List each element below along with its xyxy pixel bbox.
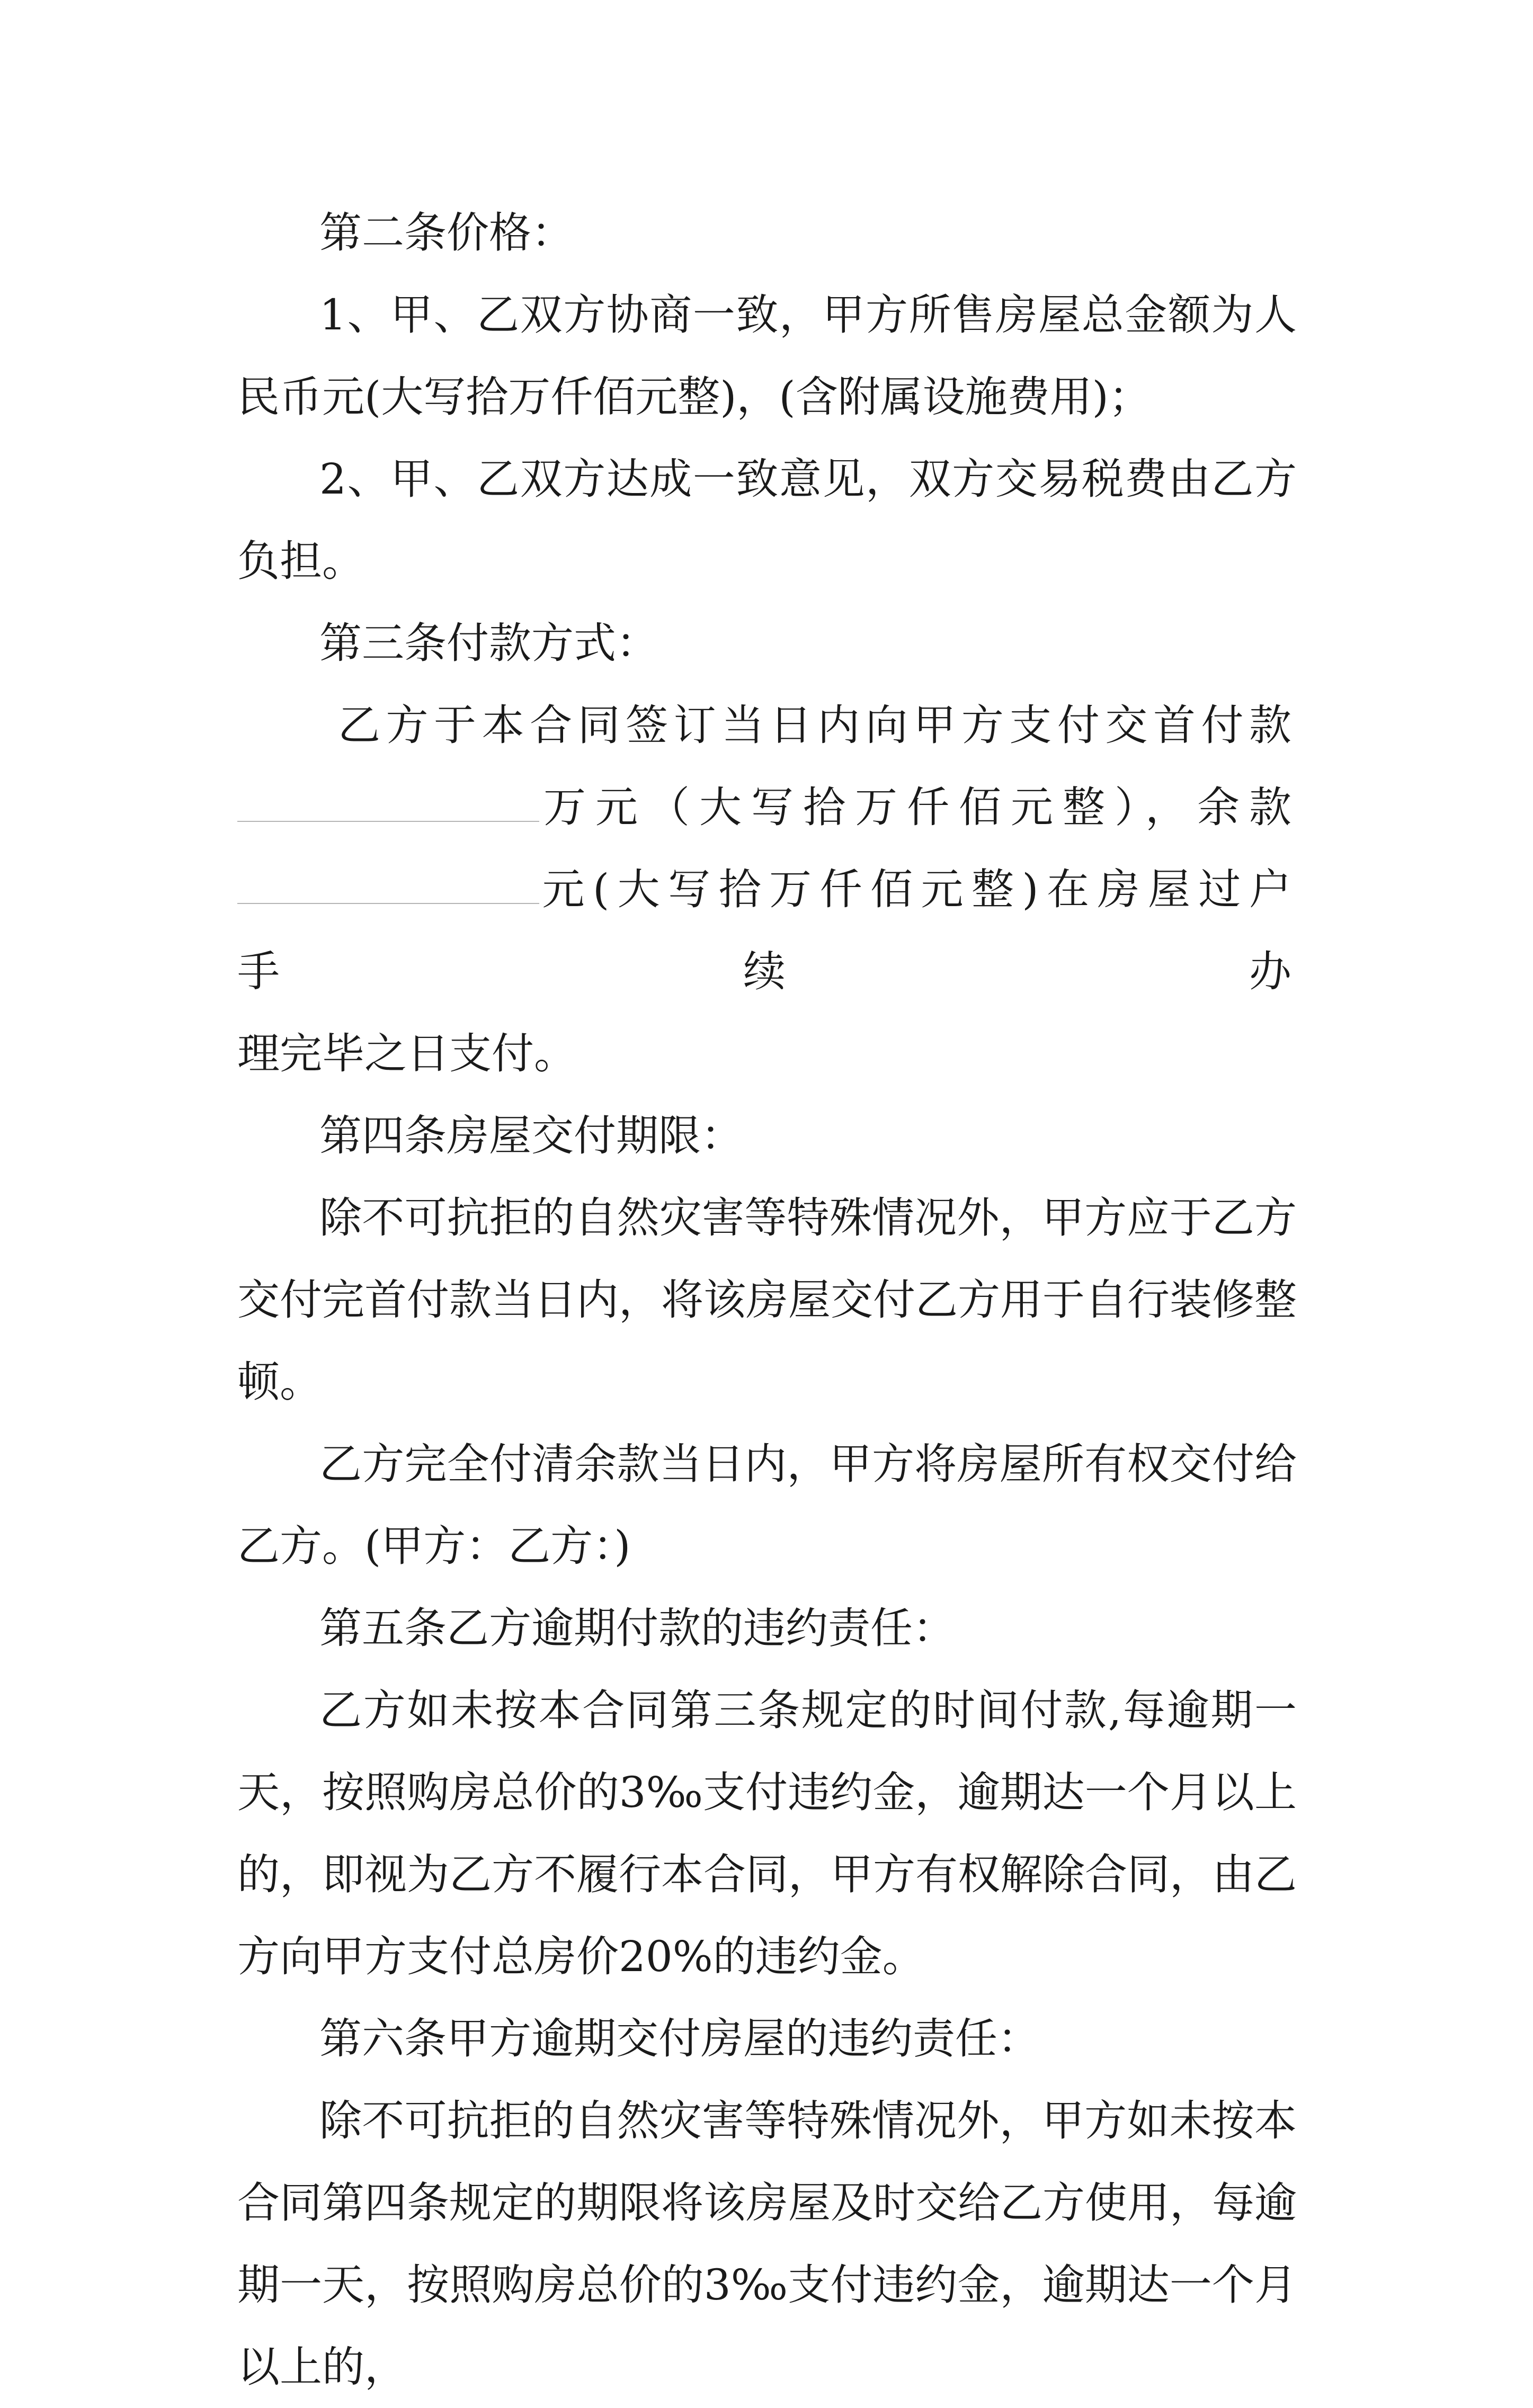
- article-3-line-1: 乙方于本合同签订当日内向甲方支付交首付款: [338, 701, 1297, 750]
- article-3-line-2-text: 万元（大写拾万仟佰元整），余款: [539, 783, 1297, 832]
- article-6-title: 第六条甲方逾期交付房屋的违约责任：: [319, 2014, 1040, 2063]
- article-3-line-2: [237, 766, 1297, 848]
- article-3-line-3-text: 元(大写拾万仟佰元整)在房屋过户手续办: [237, 865, 1297, 996]
- document-body: [237, 192, 1297, 2408]
- article-5-clause-1: 乙方如未按本合同第三条规定的时间付款,每逾期一天，按照购房总价的3‰支付违约金，逾期达一个月以上的，即视为乙方不履行本合同，甲方有权解除合同，由乙方向甲方支付总房价20%的违约金。: [237, 1686, 1297, 1981]
- blank-balance: [237, 855, 539, 904]
- blank-down-payment: [237, 773, 539, 822]
- article-6-clause-1: 除不可抗拒的自然灾害等特殊情况外，甲方如未按本合同第四条规定的期限将该房屋及时交给乙方使用，每逾期一天，按照购房总价的3‰支付违约金，逾期达一个月以上的，: [237, 2096, 1297, 2392]
- article-5-title: 第五条乙方逾期付款的违约责任：: [319, 1604, 955, 1653]
- article-4-title: 第四条房屋交付期限：: [319, 1111, 743, 1160]
- article-4-clause-1: 除不可抗拒的自然灾害等特殊情况外，甲方应于乙方交付完首付款当日内，将该房屋交付乙方用于自行装修整顿。: [237, 1193, 1297, 1407]
- article-2-title: 第二条价格：: [319, 208, 574, 257]
- article-3-line-3: [237, 848, 1297, 1013]
- article-2-clause-2: 2、甲、乙双方达成一致意见，双方交易税费由乙方负担。: [237, 454, 1297, 586]
- article-3-body: [237, 684, 1297, 1095]
- article-4-clause-2: 乙方完全付清余款当日内，甲方将房屋所有权交付给乙方。(甲方：乙方：): [237, 1439, 1297, 1571]
- article-3-title: 第三条付款方式：: [319, 619, 658, 668]
- article-3-line-4: 理完毕之日支付。: [237, 1029, 576, 1078]
- article-2-clause-1: 1、甲、乙双方协商一致，甲方所售房屋总金额为人民币元(大写拾万仟佰元整)，(含附属设施费用)；: [237, 290, 1297, 422]
